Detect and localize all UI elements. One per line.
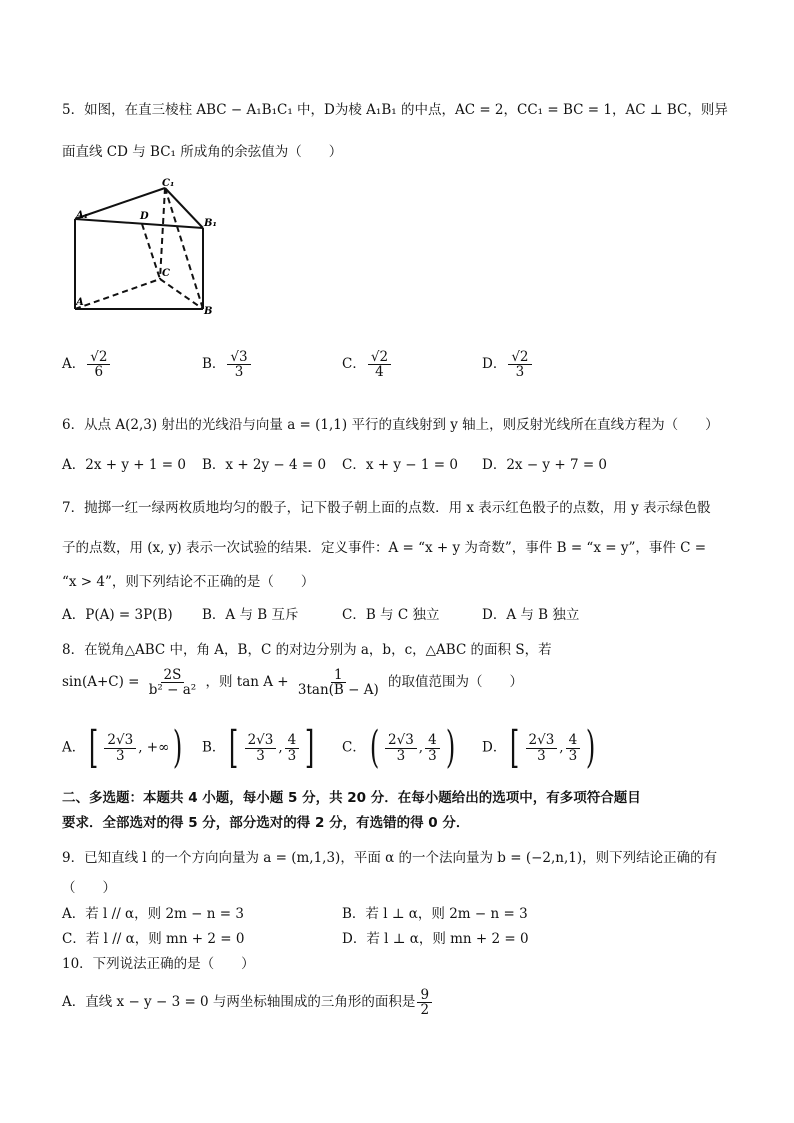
edge-cb: [160, 279, 203, 309]
q6-option-c: C．x + y − 1 = 0: [342, 457, 458, 473]
label-c1: C₁: [162, 178, 175, 189]
label-a: A: [76, 297, 84, 308]
q9-option-b: B．若 l ⊥ α，则 2m − n = 3: [342, 906, 528, 922]
section-heading-line2: 要求．全部选对的得 5 分，部分选对的得 2 分，有选错的得 0 分．: [62, 815, 470, 831]
q8-option-b: B．[ $\frac{2√3}{3}$ , $\frac{4}{3}$ ]: [202, 722, 315, 773]
edge-ac: [75, 279, 160, 309]
q5-stem-line1: 5．如图，在直三棱柱 ABC − A₁B₁C₁ 中，D为棱 A₁B₁ 的中点，AC = 2，CC₁ = BC = 1，AC ⊥ BC，则异: [62, 102, 728, 118]
q7-option-b: B．A 与 B 互斥: [202, 607, 299, 623]
section-heading-line1: 二、多选题：本题共 4 小题，每小题 5 分，共 20 分．在每小题给出的选项中，有多项符合题目: [62, 790, 641, 806]
q5-option-d: D． $\frac{√2}{3}$: [482, 350, 534, 379]
q6-stem: 6．从点 A(2,3) 射出的光线沿与向量 a = (1,1) 平行的直线射到 y 轴上，则反射光线所在直线方程为（ ）: [62, 417, 719, 433]
label-a1: A₁: [76, 210, 89, 221]
q9-option-a: A．若 l // α，则 2m − n = 3: [62, 906, 244, 922]
label-c: C: [162, 268, 170, 279]
q9-option-c: C．若 l // α，则 mn + 2 = 0: [62, 931, 245, 947]
q7-option-a: A．P(A) = 3P(B): [62, 607, 173, 623]
edge-cd: [142, 224, 160, 279]
edge-cc1: [160, 188, 165, 279]
q5-option-c: C． $\frac{√2}{4}$: [342, 350, 393, 379]
q8-option-c: C．( $\frac{2√3}{3}$ , $\frac{4}{3}$ ): [342, 722, 455, 773]
q6-option-d: D．2x − y + 7 = 0: [482, 457, 608, 473]
q6-option-b: B．x + 2y − 4 = 0: [202, 457, 327, 473]
q5-stem-line2: 面直线 CD 与 BC₁ 所成角的余弦值为（ ）: [62, 144, 343, 160]
q8-stem-line1: 8．在锐角△ABC 中，角 A，B，C 的对边分别为 a，b，c，△ABC 的面积 S，若: [62, 642, 552, 658]
q9-stem-line1: 9．已知直线 l 的一个方向向量为 a = (m,1,3)，平面 α 的一个法向量为 b = (−2,n,1)，则下列结论正确的有: [62, 850, 718, 866]
edge-a1c1: [75, 188, 165, 219]
edge-a1b1: [75, 219, 203, 228]
q10-stem: 10．下列说法正确的是（ ）: [62, 956, 255, 972]
edge-bc1: [165, 188, 203, 309]
q8-equation: sin(A+C) = $\frac{2S}{\text{b² − a²}}$ ，则 tan A + $\frac{1}{3\tan(B - A)}$ 的取值范围为（ ）: [62, 667, 524, 699]
q5-option-a: A． $\frac{√2}{6}$: [62, 350, 112, 379]
label-b: B: [204, 306, 213, 316]
q7-option-c: C．B 与 C 独立: [342, 607, 440, 623]
q10-option-a: A．直线 x − y − 3 = 0 与两坐标轴围成的三角形的面积是 $\frac{9}{2}$: [62, 988, 434, 1017]
q8-option-a: A．[ $\frac{2√3}{3}$ , +∞): [62, 722, 183, 773]
q6-option-a: A．2x + y + 1 = 0: [62, 457, 186, 473]
q9-stem-line2: （ ）: [62, 880, 116, 896]
q8-option-d: D．[ $\frac{2√3}{3}$ , $\frac{4}{3}$ ): [482, 722, 596, 773]
q7-stem-line2: 子的点数，用 (x, y) 表示一次试验的结果．定义事件：A = “x + y 为奇数”，事件 B = “x = y”，事件 C =: [62, 540, 707, 556]
q7-stem-line3: “x > 4”，则下列结论不正确的是（ ）: [62, 574, 315, 590]
prism-figure: [62, 176, 232, 316]
q7-stem-line1: 7．抛掷一红一绿两枚质地均匀的骰子，记下骰子朝上面的点数．用 x 表示红色骰子的点数，用 y 表示绿色骰: [62, 500, 711, 516]
q5-option-b: B． $\frac{√3}{3}$: [202, 350, 253, 379]
label-d: D: [140, 211, 149, 222]
q7-option-d: D．A 与 B 独立: [482, 607, 580, 623]
q9-option-d: D．若 l ⊥ α，则 mn + 2 = 0: [342, 931, 529, 947]
label-b1: B₁: [204, 218, 217, 229]
